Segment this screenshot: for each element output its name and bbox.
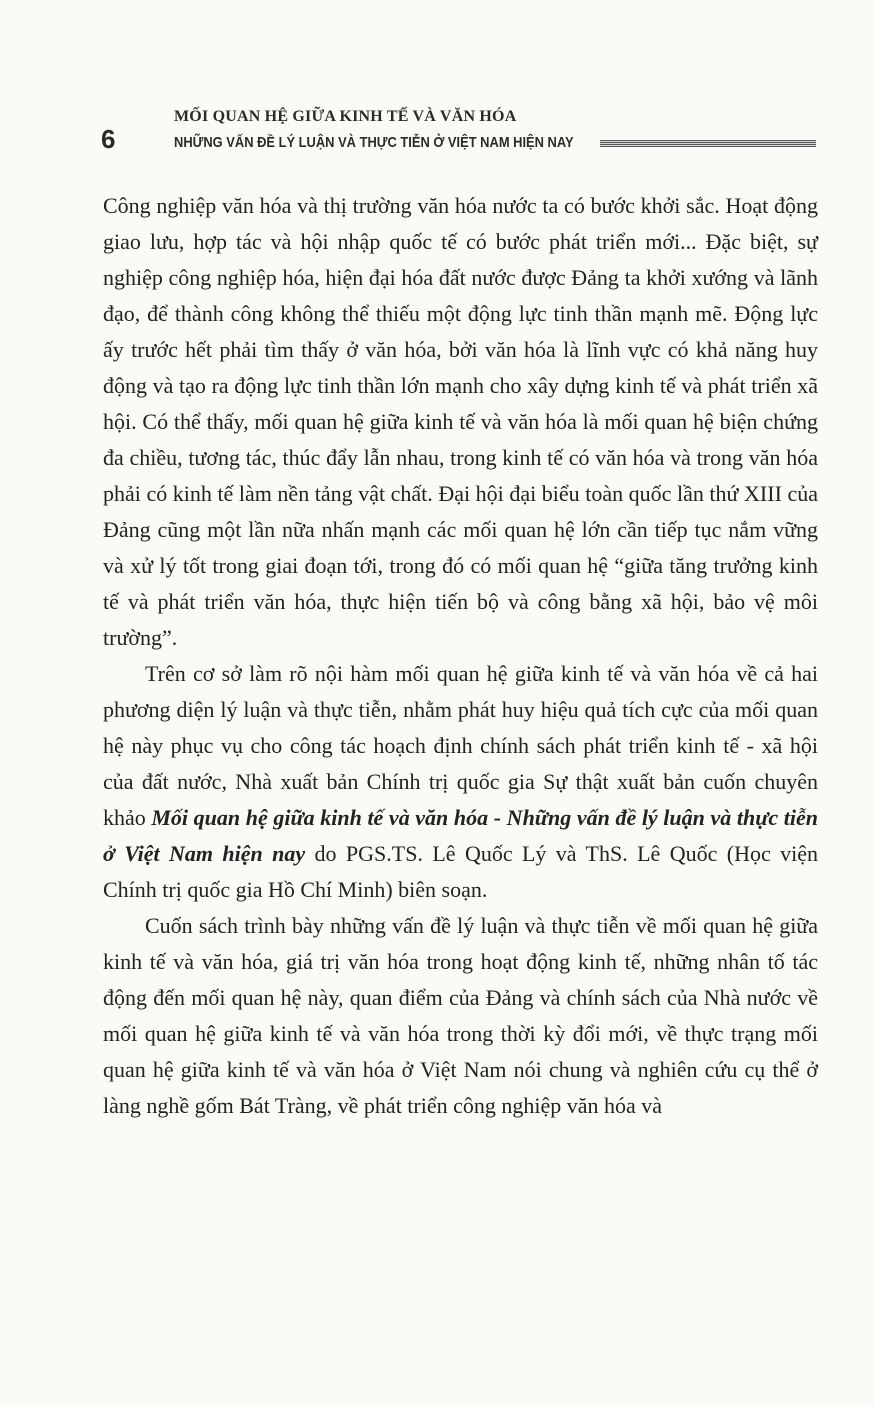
book-title: Mối quan hệ giữa kinh tế và văn hóa - Những vấn đề lý luận và thực tiễn ở Việt Nam hiện nay xyxy=(103,805,818,866)
paragraph-2 xyxy=(103,656,818,908)
paragraph-1: Công nghiệp văn hóa và thị trường văn hóa nước ta có bước khởi sắc. Hoạt động giao lưu, hợp tác và hội nhập quốc tế có bước phát triển mới... Đặc biệt, sự nghiệp công nghiệp hóa, hiện đại hóa đất nước được Đảng ta khởi xướng và lãnh đạo, để thành công không thể thiếu một động lực tinh thần mạnh mẽ. Động lực ấy trước hết phải tìm thấy ở văn hóa, bởi văn hóa là lĩnh vực có khả năng huy động và tạo ra động lực tinh thần lớn mạnh cho xây dựng kinh tế và phát triển xã hội. Có thể thấy, mối quan hệ giữa kinh tế và văn hóa là mối quan hệ biện chứng đa chiều, tương tác, thúc đẩy lẫn nhau, trong kinh tế có văn hóa và trong văn hóa phải có kinh tế làm nền tảng vật chất. Đại hội đại biểu toàn quốc lần thứ XIII của Đảng cũng một lần nữa nhấn mạnh các mối quan hệ lớn cần tiếp tục nắm vững và xử lý tốt trong giai đoạn tới, trong đó có mối quan hệ “giữa tăng trưởng kinh tế và phát triển văn hóa, thực hiện tiến bộ và công bằng xã hội, bảo vệ môi trường”. xyxy=(103,193,818,650)
running-subtitle: NHỮNG VẤN ĐỀ LÝ LUẬN VÀ THỰC TIỄN Ở VIỆT NAM HIỆN NAY xyxy=(174,134,574,151)
running-header xyxy=(0,0,874,160)
header-rule xyxy=(600,140,816,147)
paragraph-2-text-after: do PGS.TS. Lê Quốc Lý và ThS. Lê Quốc (Học viện Chính trị quốc gia Hồ Chí Minh) biên soạn. xyxy=(103,841,818,902)
running-title: MỐI QUAN HỆ GIỮA KINH TẾ VÀ VĂN HÓA xyxy=(174,108,517,125)
page-number: 6 xyxy=(101,124,116,154)
body-text xyxy=(103,188,818,1124)
paragraph-3: Cuốn sách trình bày những vấn đề lý luận và thực tiễn về mối quan hệ giữa kinh tế và văn hóa, giá trị văn hóa trong hoạt động kinh tế, những nhân tố tác động đến mối quan hệ này, quan điểm của Đảng và chính sách của Nhà nước về mối quan hệ giữa kinh tế và văn hóa trong thời kỳ đổi mới, về thực trạng mối quan hệ giữa kinh tế và văn hóa ở Việt Nam nói chung và nghiên cứu cụ thể ở làng nghề gốm Bát Tràng, về phát triển công nghiệp văn hóa và xyxy=(103,913,818,1118)
paragraph-2-text-before: Trên cơ sở làm rõ nội hàm mối quan hệ giữa kinh tế và văn hóa về cả hai phương diện lý luận và thực tiễn, nhằm phát huy hiệu quả tích cực của mối quan hệ này phục vụ cho công tác hoạch định chính sách phát triển kinh tế - xã hội của đất nước, Nhà xuất bản Chính trị quốc gia Sự thật xuất bản cuốn chuyên khảo xyxy=(103,661,818,830)
